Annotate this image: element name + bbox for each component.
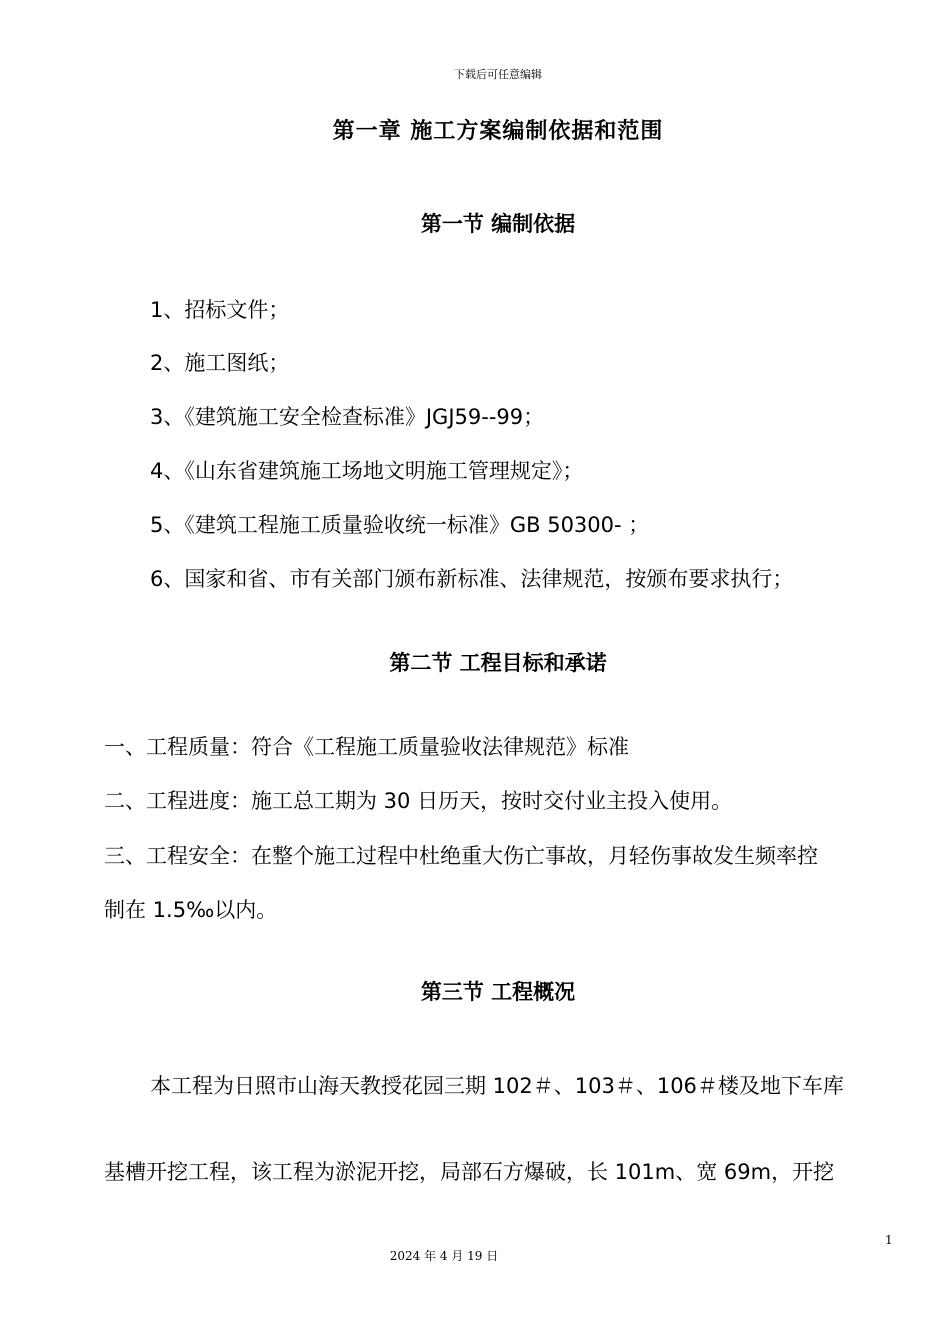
paragraph-line: 本工程为日照市山海天教授花园三期 102＃、103＃、106＃楼及地下车库 bbox=[150, 1074, 844, 1098]
list-item: 二、工程进度：施工总工期为 30 日历天，按时交付业主投入使用。 bbox=[104, 789, 733, 813]
list-item: 制在 1.5‰以内。 bbox=[104, 898, 278, 922]
page-number: 1 bbox=[885, 1233, 893, 1247]
list-item: 1、招标文件； bbox=[150, 298, 290, 322]
list-item: 3、《建筑施工安全检查标准》JGJ59--99； bbox=[150, 405, 545, 429]
list-item: 三、工程安全：在整个施工过程中杜绝重大伤亡事故，月轻伤事故发生频率控 bbox=[104, 844, 818, 868]
section-title-basis: 第一节 编制依据 bbox=[420, 212, 576, 236]
paragraph-line: 基槽开挖工程，该工程为淤泥开挖，局部石方爆破，长 101m、宽 69m，开挖 bbox=[104, 1160, 835, 1184]
chapter-title: 第一章 施工方案编制依据和范围 bbox=[332, 119, 664, 144]
section-title-goals: 第二节 工程目标和承诺 bbox=[389, 651, 607, 675]
section-title-overview: 第三节 工程概况 bbox=[420, 980, 576, 1004]
list-item: 4、《山东省建筑施工场地文明施工管理规定》； bbox=[150, 459, 584, 483]
list-item: 5、《建筑工程施工质量验收统一标准》GB 50300- ； bbox=[150, 513, 650, 537]
header-note: 下载后可任意编辑 bbox=[454, 68, 542, 81]
list-item: 2、施工图纸； bbox=[150, 351, 290, 375]
footer-date: 2024 年 4 月 19 日 bbox=[389, 1249, 499, 1263]
list-item: 6、国家和省、市有关部门颁布新标准、法律规范，按颁布要求执行； bbox=[150, 567, 794, 591]
list-item: 一、工程质量：符合《工程施工质量验收法律规范》标准 bbox=[104, 735, 629, 759]
